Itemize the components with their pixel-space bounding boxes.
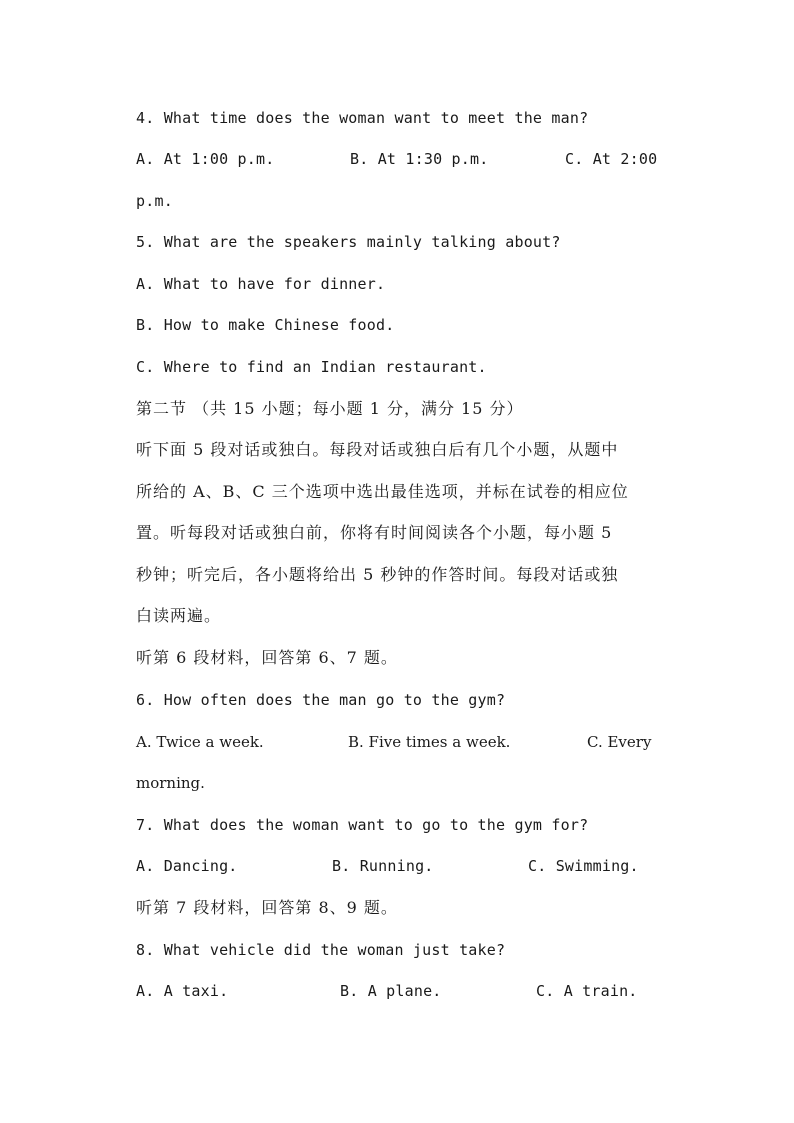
option-b: B. A plane. [340, 982, 442, 1000]
instructions-line: 所给的 A、B、C 三个选项中选出最佳选项，并标在试卷的相应位 [136, 482, 629, 501]
question-5: 5. What are the speakers mainly talking about? [136, 233, 561, 251]
option-a: A. Twice a week. [136, 733, 264, 751]
option-a: A. Dancing. [136, 857, 238, 875]
option-c: C. At 2:00 [565, 150, 658, 168]
question-4-option-c-wrap: p.m. [136, 192, 173, 210]
instructions-line: 听下面 5 段对话或独白。每段对话或独白后有几个小题，从题中 [136, 440, 619, 459]
option-c: C. Swimming. [528, 857, 639, 875]
question-7: 7. What does the woman want to go to the gym for? [136, 816, 589, 834]
option-b: B. Running. [332, 857, 434, 875]
option-a: A. A taxi. [136, 982, 229, 1000]
material-7-heading: 听第 7 段材料，回答第 8、9 题。 [136, 898, 398, 917]
question-5-option-b: B. How to make Chinese food. [136, 316, 395, 334]
question-8: 8. What vehicle did the woman just take? [136, 941, 506, 959]
instructions-line: 秒钟；听完后，各小题将给出 5 秒钟的作答时间。每段对话或独 [136, 565, 619, 584]
question-6-option-c-wrap: morning. [136, 774, 205, 792]
instructions-line: 白读两遍。 [136, 606, 222, 625]
instructions-line: 置。听每段对话或独白前，你将有时间阅读各个小题，每小题 5 [136, 523, 613, 542]
question-5-option-a: A. What to have for dinner. [136, 275, 386, 293]
option-b: B. Five times a week. [348, 733, 511, 751]
question-5-option-c: C. Where to find an Indian restaurant. [136, 358, 487, 376]
option-b: B. At 1:30 p.m. [350, 150, 489, 168]
material-6-heading: 听第 6 段材料，回答第 6、7 题。 [136, 648, 398, 667]
option-c: C. A train. [536, 982, 638, 1000]
question-4: 4. What time does the woman want to meet the man? [136, 109, 589, 127]
question-6: 6. How often does the man go to the gym? [136, 691, 506, 709]
section-heading: 第二节 （共 15 小题；每小题 1 分，满分 15 分） [136, 399, 524, 418]
option-c: C. Every [587, 733, 652, 751]
option-a: A. At 1:00 p.m. [136, 150, 275, 168]
